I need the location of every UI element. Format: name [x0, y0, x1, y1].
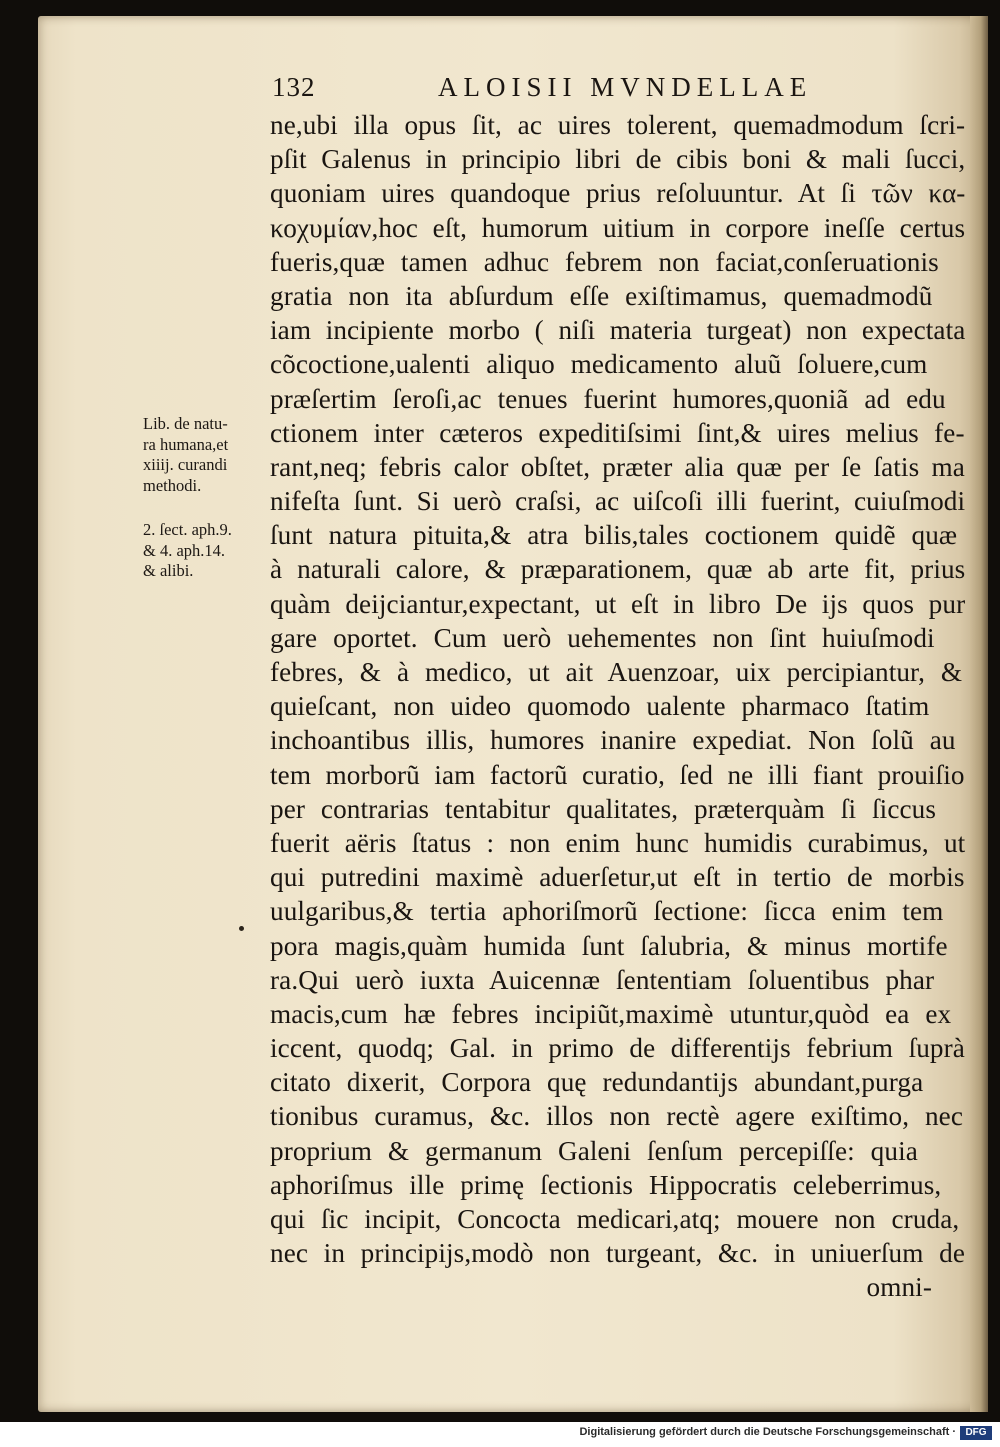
text-line: ctionem inter cæteros expeditiſsimi ſint,& uires melius fe- — [270, 417, 965, 448]
text-line: macis,cum hæ febres incipiũt,maximè utuntur,quòd ea ex — [270, 998, 952, 1029]
text-line: citato dixerit, Corpora quę redundantijs abundant,purga — [270, 1067, 924, 1098]
text-line: ſunt natura pituita,& atra bilis,tales coctionem quidẽ quæ — [270, 520, 958, 551]
text-line: qui ſic incipit, Concocta medicari,atq; mouere non cruda, — [270, 1204, 960, 1234]
page-fore-edge — [970, 16, 988, 1412]
text-line: fueris,quæ tamen adhuc febrem non faciat,conſeruationis — [270, 246, 939, 277]
text-line: qui putredini maximè aduerſetur,ut eſt in tertio de morbis — [270, 862, 965, 893]
text-line: præſertim ſeroſi,ac tenues fuerint humores,quoniã ad edu — [270, 383, 946, 414]
running-title: ALOISII MVNDELLAE — [438, 72, 813, 102]
text-line: iccent, quodq; Gal. in primo de differentijs febrium ſuprà — [270, 1033, 965, 1064]
marginal-note-line: Lib. de natu- — [143, 414, 228, 433]
text-line: nifeſta ſunt. Si uerò craſsi, ac uiſcoſi illi fuerint, cuiuſmodi — [270, 486, 966, 517]
marginal-note-line: ra humana,et — [143, 434, 229, 454]
text-line: tionibus curamus, &c. illos non rectè agere exiſtimo, nec — [270, 1101, 964, 1132]
dfg-logo: DFG — [960, 1426, 992, 1440]
text-line: cõcoctione,ualenti aliquo medicamento aluũ ſoluere,cum — [270, 349, 928, 380]
text-line: aphoriſmus ille primę ſectionis Hippocratis celeberrimus, — [270, 1169, 942, 1200]
text-line: febres, & à medico, ut ait Auenzoar, uix percipiantur, & — [270, 657, 963, 687]
text-line: tem morborũ iam factorũ curatio, ſed ne illi fiant prouiſio — [270, 759, 965, 790]
funding-credit: Digitalisierung gefördert durch die Deutsche Forschungsgemeinschaft · — [579, 1426, 956, 1438]
page-number: 132 — [272, 72, 316, 102]
marginal-note-second — [143, 520, 268, 582]
text-line: per contrarias tentabitur qualitates, præterquàm ſi ſiccus — [270, 793, 937, 824]
running-head — [272, 72, 832, 106]
ink-spot — [239, 926, 244, 931]
text-line: iam incipiente morbo ( niſi materia turgeat) non expectata — [270, 315, 966, 346]
text-line: κοχυμίαν,hoc eſt, humorum uitium in corpore ineſſe certus — [270, 212, 966, 243]
marginal-note-gap — [143, 496, 268, 520]
text-line: ne,ubi illa opus ſit, ac uires tolerent, quemadmodum ſcri- — [270, 110, 966, 140]
main-text-block — [270, 108, 970, 1305]
text-line: quàm deijciantur,expectant, ut eſt in libro De ijs quos pur — [270, 588, 966, 619]
marginal-note-line: methodi. — [143, 475, 202, 495]
text-line: à naturali calore, & præparationem, quæ ab arte fit, prius — [270, 554, 966, 585]
text-line: fuerit aëris ſtatus : non enim hunc humidis curabimus, ut — [270, 827, 966, 858]
marginal-note-first — [143, 414, 268, 496]
text-line: quoniam uires quandoque prius reſoluuntur. At ſi τῶν κα- — [270, 178, 966, 209]
marginal-notes — [143, 414, 268, 582]
text-line: gare oportet. Cum uerò uehementes non ſint huiuſmodi — [270, 622, 935, 653]
marginal-note-line: 2. ſect. aph.9. — [143, 520, 232, 539]
text-line: gratia non ita abſurdum eſſe exiſtimamus, quemadmodũ — [270, 280, 933, 311]
text-line: inchoantibus illis, humores inanire expediat. Non ſolũ au — [270, 725, 956, 756]
text-line: rant,neq; febris calor obſtet, præter alia quæ per ſe ſatis ma — [270, 451, 965, 482]
marginal-note-line: & alibi. — [143, 561, 194, 580]
catchword: omni- — [866, 1272, 932, 1303]
text-line: ra.Qui uerò iuxta Auicennæ ſententiam ſoluentibus phar — [270, 964, 935, 995]
marginal-note-line: xiiij. curandi — [143, 455, 228, 474]
text-line: uulgaribus,& tertia aphoriſmorũ ſectione: ſicca enim tem — [270, 896, 944, 927]
text-line: nec in principijs,modò non turgeant, &c. in uniuerſum de — [270, 1238, 966, 1269]
marginal-note-line: & 4. aph.14. — [143, 540, 226, 560]
text-line: pora magis,quàm humida ſunt ſalubria, & minus mortife — [270, 930, 948, 961]
footer-bar — [0, 1422, 1000, 1447]
text-line: pſit Galenus in principio libri de cibis boni & mali ſucci, — [270, 144, 966, 175]
text-line: proprium & germanum Galeni ſenſum percepiſſe: quia — [270, 1135, 918, 1166]
text-line: quieſcant, non uideo quomodo ualente pharmaco ſtatim — [270, 691, 930, 722]
